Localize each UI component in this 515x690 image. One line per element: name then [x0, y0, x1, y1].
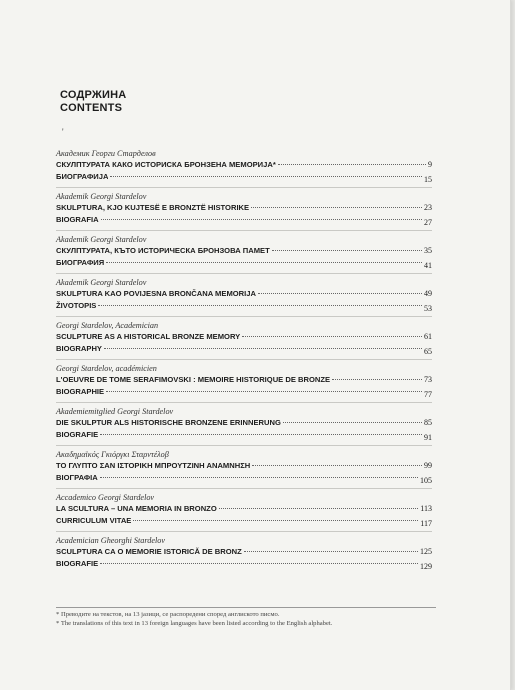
entry-author: Georgi Stardelov, Academician — [56, 321, 159, 330]
essay-page-number: 99 — [424, 461, 432, 470]
toc-entry — [56, 316, 432, 355]
biography-line — [56, 386, 432, 398]
toc-entry — [56, 445, 432, 484]
entry-author: Academician Gheorghi Stardelov — [56, 536, 165, 545]
footnotes — [56, 607, 436, 628]
biography-page-number: 129 — [420, 562, 432, 571]
biography-line — [56, 558, 432, 570]
dot-leader — [98, 305, 422, 306]
essay-title: SCULPTURA CA O MEMORIE ISTORICĂ DE BRONZ — [56, 547, 242, 556]
biography-page-number: 41 — [424, 261, 432, 270]
toc-entry — [56, 488, 432, 527]
toc-entry — [56, 187, 432, 226]
entry-author: Akademiemitglied Georgi Stardelov — [56, 407, 174, 416]
toc-entry — [56, 273, 432, 312]
biography-page-number: 117 — [420, 519, 432, 528]
entry-author: Akademik Georgi Stardelov — [56, 192, 147, 201]
biography-title: ΒΙΟΓΡΑΦΙΑ — [56, 473, 98, 482]
essay-title: DIE SKULPTUR ALS HISTORISCHE BRONZENE ERINNERUNG — [56, 418, 281, 427]
dot-leader — [242, 336, 422, 337]
dot-leader — [106, 391, 422, 392]
dot-leader — [106, 262, 422, 263]
biography-title: BIOGRAFIA — [56, 215, 99, 224]
heading-macedonian: СОДРЖИНА — [60, 89, 127, 101]
essay-line — [56, 245, 432, 257]
essay-line — [56, 417, 432, 429]
biography-line — [56, 515, 432, 527]
essay-line — [56, 374, 432, 386]
contents-heading — [60, 89, 126, 115]
toc-entry — [56, 148, 432, 183]
entry-author: Академик Георги Старделов — [56, 149, 156, 158]
essay-page-number: 49 — [424, 289, 432, 298]
entry-author: Akademik Georgi Stardelov — [56, 278, 147, 287]
table-of-contents — [56, 148, 432, 574]
biography-page-number: 105 — [420, 476, 432, 485]
dot-leader — [258, 293, 422, 294]
biography-title: БИОГРАФИЯ — [56, 258, 105, 267]
dot-leader — [219, 508, 419, 509]
biography-page-number: 27 — [424, 218, 432, 227]
essay-page-number: 9 — [428, 160, 432, 169]
essay-page-number: 113 — [420, 504, 432, 513]
biography-page-number: 65 — [424, 347, 432, 356]
entry-author: Georgi Stardelov, académicien — [56, 364, 157, 373]
toc-entry — [56, 359, 432, 398]
dot-leader — [251, 207, 422, 208]
biography-title: BIOGRAPHIE — [56, 387, 105, 396]
essay-page-number: 85 — [424, 418, 432, 427]
essay-page-number: 61 — [424, 332, 432, 341]
biography-title: БИОГРАФИЈА — [56, 172, 109, 181]
biography-title: BIOGRAPHY — [56, 344, 102, 353]
biography-line — [56, 300, 432, 312]
essay-title: SKULPTURA KAO POVIJESNA BRONČANA MEMORIJA — [56, 289, 256, 298]
essay-line — [56, 503, 432, 515]
essay-line — [56, 159, 432, 171]
dot-leader — [272, 250, 422, 251]
dot-leader — [110, 176, 422, 177]
biography-line — [56, 472, 432, 484]
dot-leader — [104, 348, 422, 349]
dot-leader — [133, 520, 418, 521]
dot-leader — [101, 219, 422, 220]
essay-page-number: 35 — [424, 246, 432, 255]
biography-title: CURRICULUM VITAE — [56, 516, 132, 525]
biography-line — [56, 171, 432, 183]
dot-leader — [244, 551, 418, 552]
biography-page-number: 91 — [424, 433, 432, 442]
biography-title: ŽIVOTOPIS — [56, 301, 97, 310]
toc-entry — [56, 230, 432, 269]
footnote-macedonian: * Преводите на текстов, на 13 јазици, се распоредени според англиското писмо. — [56, 611, 280, 618]
essay-title: SKULPTURA, KJO KUJTESË E BRONZTË HISTORIKE — [56, 203, 250, 212]
essay-line — [56, 331, 432, 343]
essay-line — [56, 288, 432, 300]
dot-leader — [332, 379, 422, 380]
biography-page-number: 15 — [424, 175, 432, 184]
biography-line — [56, 257, 432, 269]
essay-title: LA SCULTURA – UNA MEMORIA IN BRONZO — [56, 504, 217, 513]
biography-line — [56, 343, 432, 355]
essay-page-number: 125 — [420, 547, 432, 556]
essay-page-number: 73 — [424, 375, 432, 384]
biography-title: BIOGRAFIE — [56, 430, 99, 439]
essay-title: L'OEUVRE DE TOME SERAFIMOVSKI : MEMOIRE HISTORIQUE DE BRONZE — [56, 375, 331, 384]
entry-author: Akademik Georgi Stardelov — [56, 235, 147, 244]
dot-leader — [283, 422, 422, 423]
essay-page-number: 23 — [424, 203, 432, 212]
biography-line — [56, 214, 432, 226]
dot-leader — [278, 164, 426, 165]
biography-title: BIOGRAFIE — [56, 559, 99, 568]
biography-page-number: 53 — [424, 304, 432, 313]
dot-leader — [100, 477, 418, 478]
essay-title: СКУЛПТУРАТА, КЪТО ИСТОРИЧЕСКА БРОНЗОВА ПАМЕТ — [56, 246, 270, 255]
dot-leader — [252, 465, 422, 466]
heading-english: CONTENTS — [60, 102, 123, 114]
entry-author: Ακαδημαϊκός Γκιόργκι Σταρντέλοβ — [56, 450, 169, 459]
toc-entry — [56, 402, 432, 441]
essay-line — [56, 460, 432, 472]
tick-mark: ' — [62, 127, 64, 137]
essay-title: SCULPTURE AS A HISTORICAL BRONZE MEMORY — [56, 332, 241, 341]
essay-line — [56, 202, 432, 214]
dot-leader — [100, 563, 418, 564]
entry-author: Accademico Georgi Stardelov — [56, 493, 155, 502]
footnote-english: * The translations of this text in 13 foreign languages have been listed according to the English alphabet. — [56, 620, 333, 627]
essay-title: ΤΟ ΓΛΥΠΤΟ ΣΑΝ ΙΣΤΟΡΙΚΗ ΜΠΡΟΥΤΖΙΝΗ ΑΝΑΜΝΗΣΗ — [56, 461, 251, 470]
dot-leader — [100, 434, 422, 435]
essay-title: СКУЛПТУРАТА КАКО ИСТОРИСКА БРОНЗЕНА МЕМОРИЈА* — [56, 160, 276, 169]
biography-page-number: 77 — [424, 390, 432, 399]
biography-line — [56, 429, 432, 441]
essay-line — [56, 546, 432, 558]
toc-entry — [56, 531, 432, 570]
